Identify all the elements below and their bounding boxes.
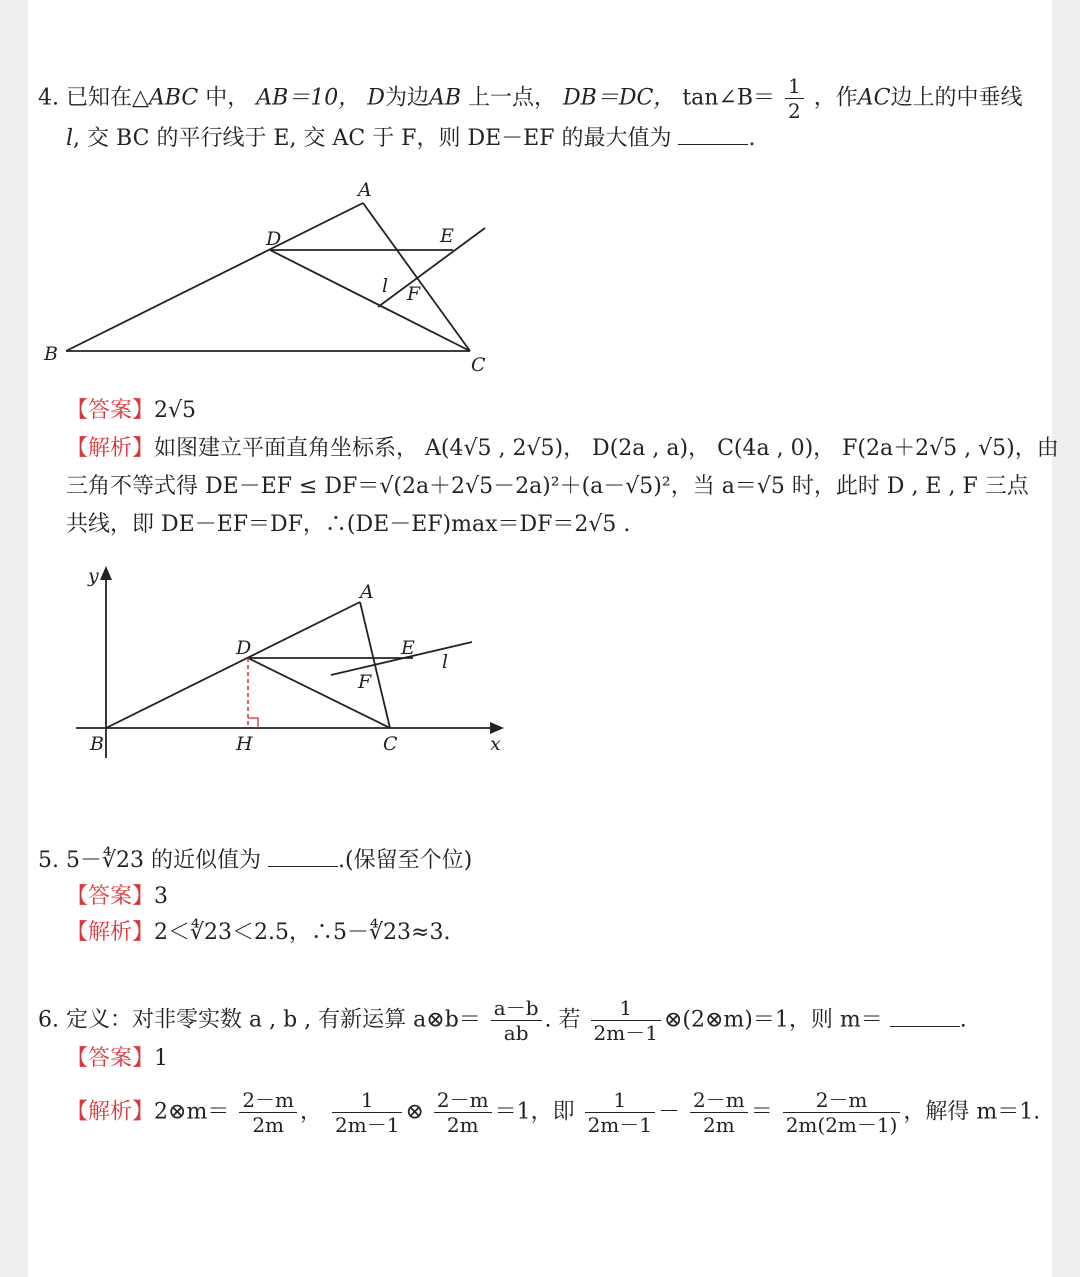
problem-5-question: 5. 5－∜23 的近似值为 .(保留至个位) — [38, 848, 473, 873]
problem-6-answer: 【答案】1 — [66, 1046, 169, 1071]
perpendicular-bisector-l — [378, 228, 485, 307]
label-F: F — [407, 283, 421, 305]
label-x: x — [490, 733, 501, 755]
label-H: H — [236, 733, 253, 755]
triangle-figure — [28, 170, 508, 380]
problem-4-analysis-line1: 【解析】如图建立平面直角坐标系， A(4√5 , 2√5)， D(2a , a)， C(4a , 0)， F(2a＋2√5 , √5)，由 — [66, 436, 1059, 461]
label-A: A — [358, 179, 372, 201]
label-B: B — [90, 733, 104, 755]
label-D: D — [266, 228, 282, 250]
label-A: A — [360, 581, 374, 603]
label-C: C — [383, 733, 398, 755]
problem-4-question-line2: l, 交 BC 的平行线于 E, 交 AC 于 F，则 DE－EF 的最大值为 . — [66, 126, 756, 151]
label-l: l — [382, 275, 389, 297]
problem-5-analysis: 【解析】2＜∜23＜2.5，∴5－∜23≈3. — [66, 920, 451, 945]
answer-tag: 【答案】 — [66, 398, 155, 423]
document-page — [28, 0, 1059, 1277]
label-D: D — [236, 637, 252, 659]
label-E: E — [401, 637, 415, 659]
problem-4-analysis-line2: 三角不等式得 DE－EF ≤ DF＝√(2a＋2√5－2a)²＋(a－√5)²，当 a＝√5 时，此时 D , E , F 三点 — [66, 474, 1029, 499]
problem-4-question-line1: 4. 已知在△ABC 中， AB＝10， D为边AB 上一点， DB＝DC， tan∠B＝ $\frac{1}{2}$ ，作AC边上的中垂线 — [38, 74, 1023, 123]
answer-blank — [890, 1008, 960, 1027]
label-C: C — [471, 354, 486, 376]
segment-AC — [363, 203, 470, 351]
coordinate-figure — [58, 560, 518, 760]
segment-DC — [270, 250, 470, 351]
label-E: E — [440, 225, 454, 247]
problem-5-answer: 【答案】3 — [66, 884, 169, 909]
answer-blank — [268, 848, 338, 867]
segment-BA — [106, 602, 360, 728]
problem-6-analysis: 【解析】2⊗m＝ $\frac{2-m}{2m}$ ， $\frac{1}{2m-1}$ ⊗ $\frac{2-m}{2m}$ ＝1，即 $\frac{1}{2m-1}$ － $\frac{2-m}{2m}$ ＝ $\frac{2-m}{2m(2m-1)}$ ，解得 m＝1. — [66, 1088, 1041, 1137]
answer-tag: 【答案】 — [66, 884, 155, 909]
analysis-tag: 【解析】 — [66, 920, 155, 945]
label-F: F — [358, 671, 372, 693]
analysis-tag: 【解析】 — [66, 436, 155, 461]
problem-4-analysis-line3: 共线，即 DE－EF＝DF，∴(DE－EF)max＝DF＝2√5 . — [66, 512, 631, 537]
problem-6-question: 6. 定义：对非零实数 a , b , 有新运算 a⊗b＝ $\frac{a-b}{ab}$ . 若 $\frac{1}{2m-1}$ ⊗(2⊗m)＝1，则 m＝ . — [38, 996, 967, 1045]
answer-tag: 【答案】 — [66, 1046, 155, 1071]
tan-fraction: $\frac{1}{2}$ — [785, 74, 804, 123]
label-l: l — [442, 651, 449, 673]
analysis-tag: 【解析】 — [66, 1099, 155, 1125]
label-B: B — [44, 343, 58, 365]
problem-4-answer: 【答案】2√5 — [66, 398, 197, 423]
label-y: y — [88, 565, 99, 587]
y-axis-arrow — [100, 566, 112, 580]
segment-DC — [248, 658, 390, 728]
right-angle-mark — [248, 718, 258, 728]
segment-BA — [66, 203, 363, 351]
answer-blank — [678, 126, 748, 145]
